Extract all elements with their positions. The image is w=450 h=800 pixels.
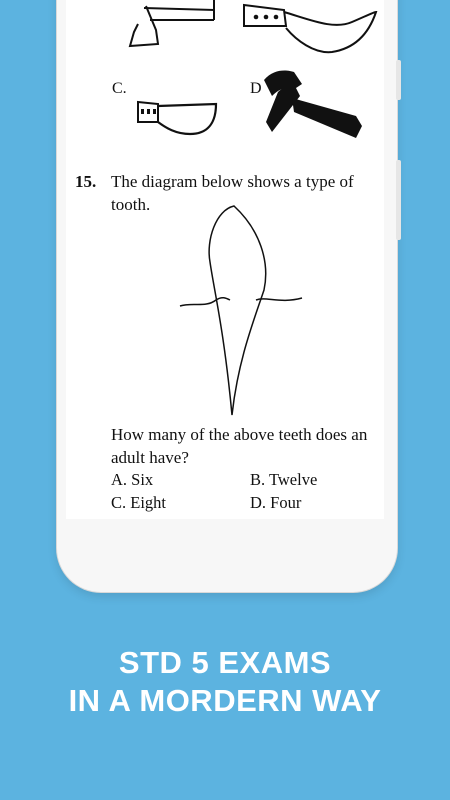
exam-screen[interactable] bbox=[66, 0, 384, 519]
option-d-label: D bbox=[250, 80, 262, 97]
hammer-icon bbox=[264, 70, 362, 138]
answer-option-d[interactable]: D. Four bbox=[250, 493, 302, 512]
question-text-line2: tooth. bbox=[111, 195, 151, 214]
tooth-diagram bbox=[180, 206, 302, 415]
phone-volume-button bbox=[396, 60, 401, 100]
question-prompt-line2: adult have? bbox=[111, 448, 189, 467]
option-c-label: C. bbox=[112, 80, 127, 97]
headline-line2: IN A MORDERN WAY bbox=[68, 683, 382, 718]
phone-power-button bbox=[396, 160, 401, 240]
answer-option-c[interactable]: C. Eight bbox=[111, 493, 167, 512]
answer-option-b[interactable]: B. Twelve bbox=[250, 470, 318, 489]
headline-line1: STD 5 EXAMS bbox=[118, 645, 332, 680]
axe-icon bbox=[130, 0, 214, 46]
knife-icon bbox=[138, 102, 216, 134]
question-prompt-line1: How many of the above teeth does an bbox=[111, 425, 368, 444]
answer-option-a[interactable]: A. Six bbox=[111, 470, 154, 489]
machete-icon bbox=[244, 5, 376, 52]
question-text-line1: The diagram below shows a type of bbox=[111, 172, 354, 191]
question-number: 15. bbox=[75, 172, 97, 191]
